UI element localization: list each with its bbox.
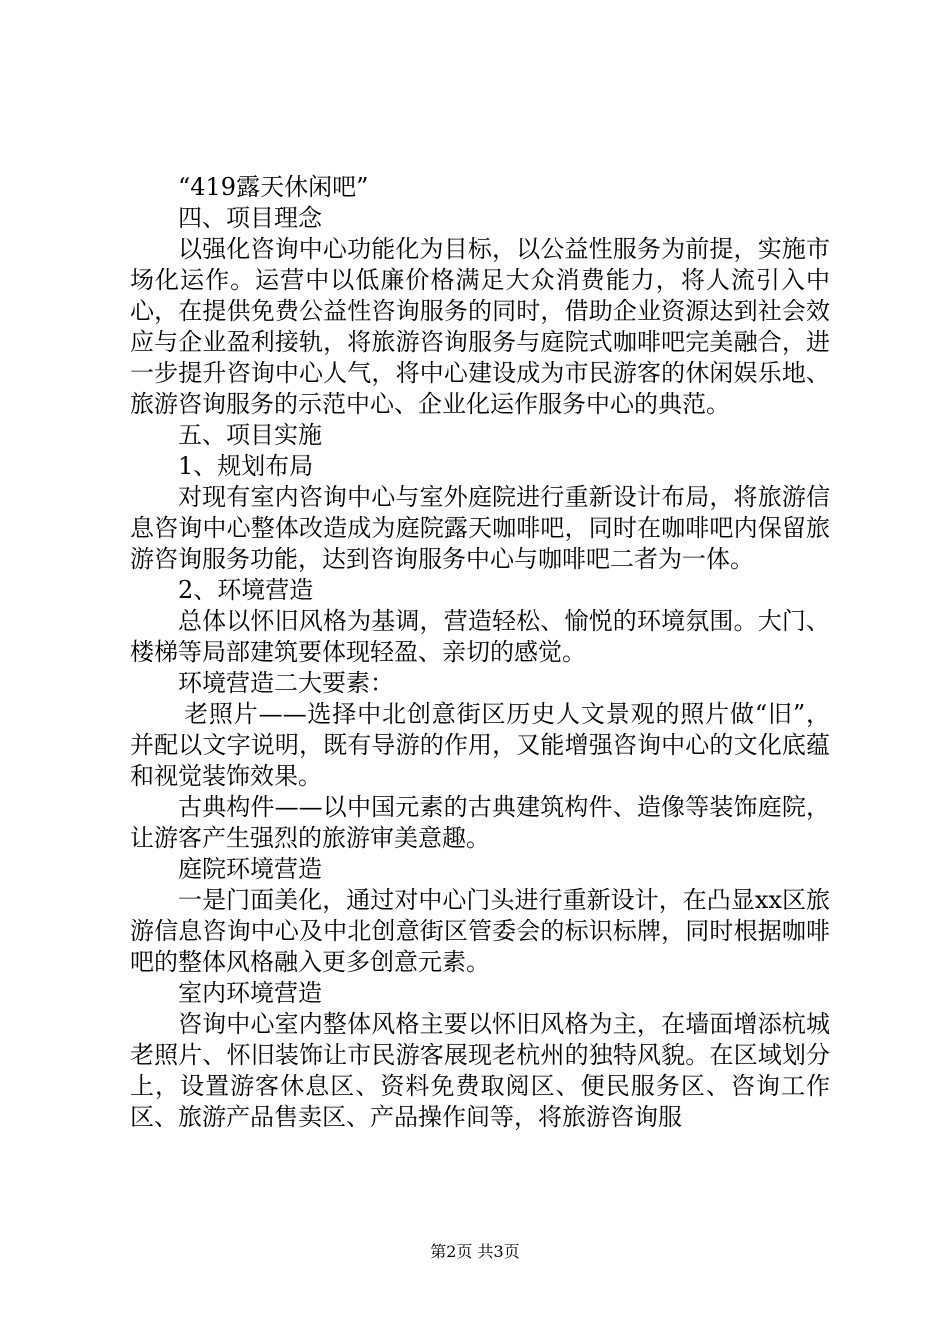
subheading-two-elements: 环境营造二大要素： [178,669,394,697]
paragraph-courtyard: 一是门面美化，通过对中心门头进行重新设计，在凸显xx区旅游信息咨询中心及中北创意街区管委会的标识标牌，同时根据咖啡吧的整体风格融入更多创意元素。 [130,886,830,976]
paragraph-environment-overall: 总体以怀旧风格为基调，营造轻松、愉悦的环境氛围。大门、楼梯等局部建筑要体现轻盈、亲切的感觉。 [130,607,830,666]
paragraph-old-photos: 老照片——选择中北创意街区历史人文景观的照片做“旧”，并配以文字说明，既有导游的作用，又能增强咨询中心的文化底蕴和视觉装饰效果。 [130,700,830,790]
paragraph-title-quote: “419露天休闲吧” [178,173,369,201]
section-heading-project-concept: 四、项目理念 [178,204,322,232]
subheading-courtyard: 庭院环境营造 [178,855,322,883]
subheading-environment-creation: 2、环境营造 [178,576,314,604]
paragraph-indoor: 咨询中心室内整体风格主要以怀旧风格为主，在墙面增添杭城老照片、怀旧装饰让市民游客展现老杭州的独特风貌。在区域划分上，设置游客休息区、资料免费取阅区、便民服务区、咨询工作区、旅游产品售卖区、产品操作间等，将旅游咨询服 [130,1010,830,1131]
paragraph-layout-planning: 对现有室内咨询中心与室外庭院进行重新设计布局，将旅游信息咨询中心整体改造成为庭院露天咖啡吧，同时在咖啡吧内保留旅游咨询服务功能，达到咨询服务中心与咖啡吧二者为一体。 [130,483,830,573]
subheading-indoor: 室内环境营造 [178,979,322,1007]
subheading-layout-planning: 1、规划布局 [178,452,314,480]
document-body [130,172,830,1133]
paragraph-project-concept: 以强化咨询中心功能化为目标，以公益性服务为前提，实施市场化运作。运营中以低廉价格满足大众消费能力，将人流引入中心，在提供免费公益性咨询服务的同时，借助企业资源达到社会效应与企业盈利接轨，将旅游咨询服务与庭院式咖啡吧完美融合，进一步提升咨询中心人气，将中心建设成为市民游客的休闲娱乐地、旅游咨询服务的示范中心、企业化运作服务中心的典范。 [130,235,830,418]
page-footer: 第2页 共3页 [430,1242,520,1261]
paragraph-classical-components: 古典构件——以中国元素的古典建筑构件、造像等装饰庭院，让游客产生强烈的旅游审美意趣。 [130,793,830,852]
section-heading-project-implementation: 五、项目实施 [178,421,322,449]
